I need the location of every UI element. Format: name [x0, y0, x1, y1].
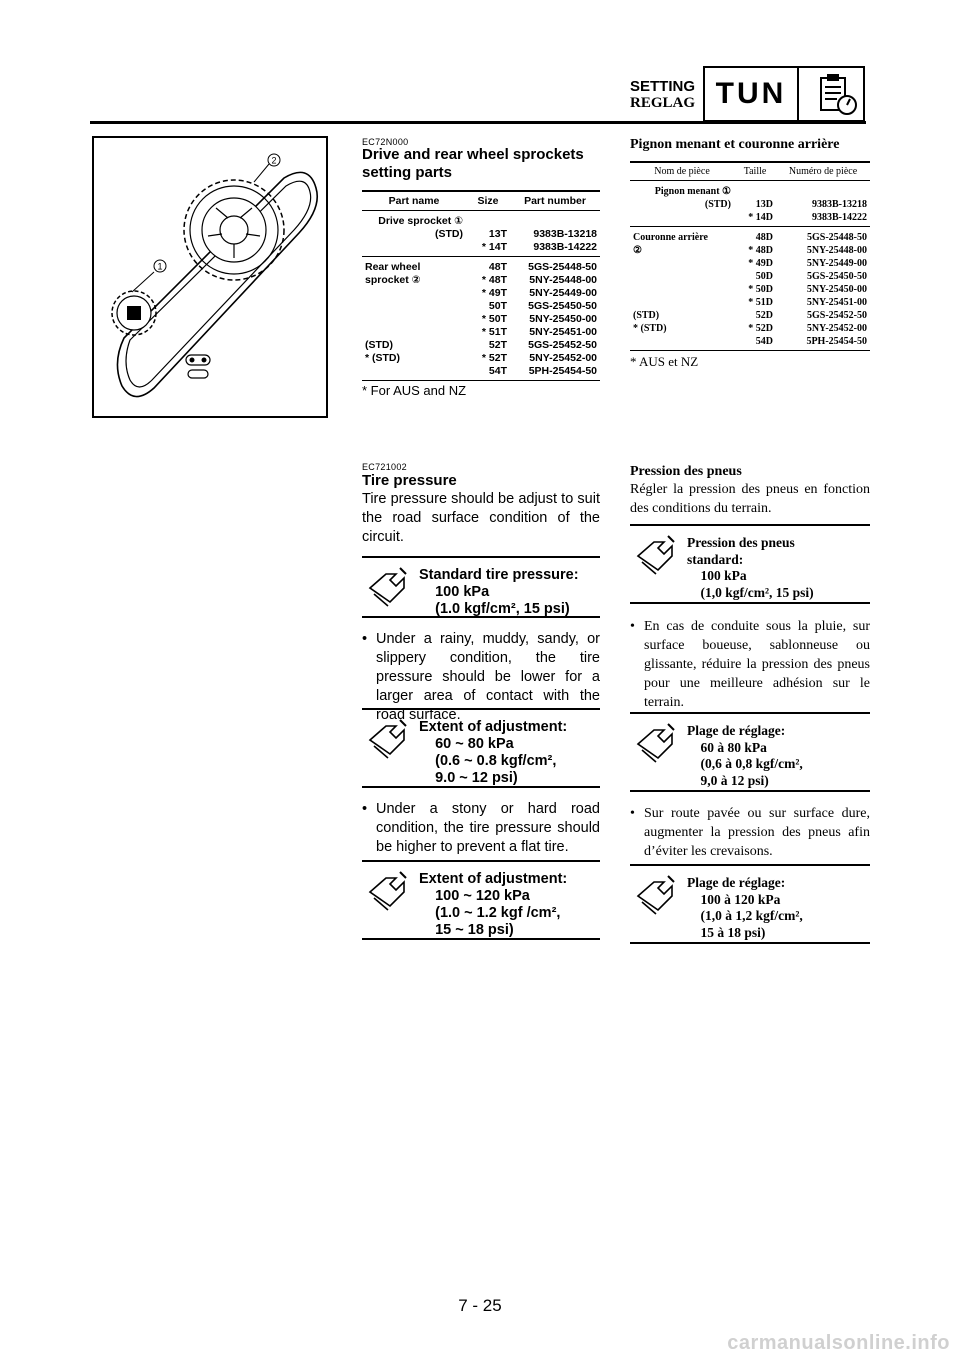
wrench-icon [634, 874, 678, 918]
sprocket-note-en: * For AUS and NZ [362, 383, 467, 398]
table-row: Drive sprocket ① (STD) 13T * 14T 9383B-13218 9383B-14222 [362, 211, 600, 257]
spec-adjustment-low-fr: Plage de réglage: 60 à 80 kPa (0,6 à 0,8 kgf/cm², 9,0 à 12 psi) [630, 712, 870, 792]
header-rule [90, 121, 866, 124]
col-part-number: Part number [510, 191, 600, 211]
spec-adjustment-high-en: Extent of adjustment: 100 ~ 120 kPa (1.0 ~ 1.2 kgf /cm², 15 ~ 18 psi) [362, 860, 600, 940]
bullet-hard-road-fr: • Sur route pavée ou sur surface dure, augmenter la pression des pneus afin d’éviter les crevaisons. [630, 806, 870, 859]
page-number: 7 - 25 [458, 1296, 502, 1315]
section-title: SETTING [629, 78, 695, 95]
bullet-wet-condition-fr: • En cas de conduite sous la pluie, sur surface boueuse, sablonneuse ou glissante, réduire la pression des pneus pour une meilleure adhésion sur le terrain. [630, 619, 870, 710]
wrench-icon [366, 566, 410, 610]
wrench-icon [634, 722, 678, 766]
wrench-icon [634, 534, 678, 578]
bullet-hard-road-en: • Under a stony or hard road condition, the tire pressure should be higher to prevent a flat tire. [362, 801, 600, 855]
bullet-wet-condition-en: • Under a rainy, muddy, sandy, or slippery condition, the tire pressure should be lower for a larger area of contact with the road surface. [362, 631, 600, 723]
spec-standard-pressure-fr: Pression des pneus standard: 100 kPa (1,0 kgf/cm², 15 psi) [630, 524, 870, 604]
sprocket-table-en [362, 190, 600, 381]
tire-heading-fr: Pression des pneus [630, 464, 742, 479]
col-numero-piece: Numéro de pièce [776, 162, 870, 181]
tire-heading-en: Tire pressure [362, 472, 457, 489]
spec-standard-pressure-en: Standard tire pressure: 100 kPa (1.0 kgf/cm², 15 psi) [362, 556, 600, 618]
spec-adjustment-high-fr: Plage de réglage: 100 à 120 kPa (1,0 à 1,2 kgf/cm², 15 à 18 psi) [630, 864, 870, 944]
chapter-tab [703, 66, 865, 122]
sprocket-table-fr [630, 161, 870, 351]
sprocket-note-fr: * AUS et NZ [630, 354, 699, 369]
tire-intro-en: Tire pressure should be adjust to suit the road surface condition of the circuit. [362, 491, 600, 545]
sprockets-heading-fr: Pignon menant et couronne arrière [630, 137, 840, 152]
wrench-icon [366, 718, 410, 762]
callout-1: 1 [157, 261, 163, 272]
section-subtitle: REGLAG [629, 95, 695, 111]
wrench-icon [366, 870, 410, 914]
sprocket-chain-figure [92, 136, 328, 418]
col-part-name: Part name [362, 191, 466, 211]
col-size: Size [466, 191, 510, 211]
tire-intro-fr: Régler la pression des pneus en fonction des conditions du terrain. [630, 482, 870, 516]
callout-2: 2 [271, 155, 277, 166]
watermark: carmanualsonline.info [727, 1332, 950, 1354]
spec-adjustment-low-en: Extent of adjustment: 60 ~ 80 kPa (0.6 ~ 0.8 kgf/cm², 9.0 ~ 12 psi) [362, 708, 600, 788]
table-row: Couronne arrière ② (STD) * (STD) 48D * 48D * 49D 50D * 50D * 51D 52D * 52D 54D 5GS-25448-50 5NY-25448-00 5NY-25449-00 5GS-25450-50 5NY-25450-00 5NY-25451-00 5GS-25452-50 5NY-25452-00 5PH-25454-50 [630, 227, 870, 351]
col-nom-piece: Nom de pièce [630, 162, 734, 181]
section-code: EC721002 [362, 462, 407, 472]
table-row: Pignon menant ① (STD) 13D * 14D 9383B-13218 9383B-14222 [630, 181, 870, 227]
sprockets-heading-en: Drive and rear wheel sprockets setting parts [362, 146, 584, 181]
table-row: Rear wheel sprocket ② (STD) * (STD) 48T * 48T * 49T 50T * 50T * 51T 52T * 52T 54T 5GS-25448-50 5NY-25448-00 5NY-25449-00 5GS-25450-50 5NY-25450-00 5NY-25451-00 5GS-25452-50 5NY-25452-00 5PH-25454-50 [362, 257, 600, 381]
section-code: EC72N000 [362, 137, 409, 147]
clipboard-stopwatch-icon [815, 72, 861, 118]
col-taille: Taille [734, 162, 776, 181]
tab-label: TUN [715, 77, 787, 110]
